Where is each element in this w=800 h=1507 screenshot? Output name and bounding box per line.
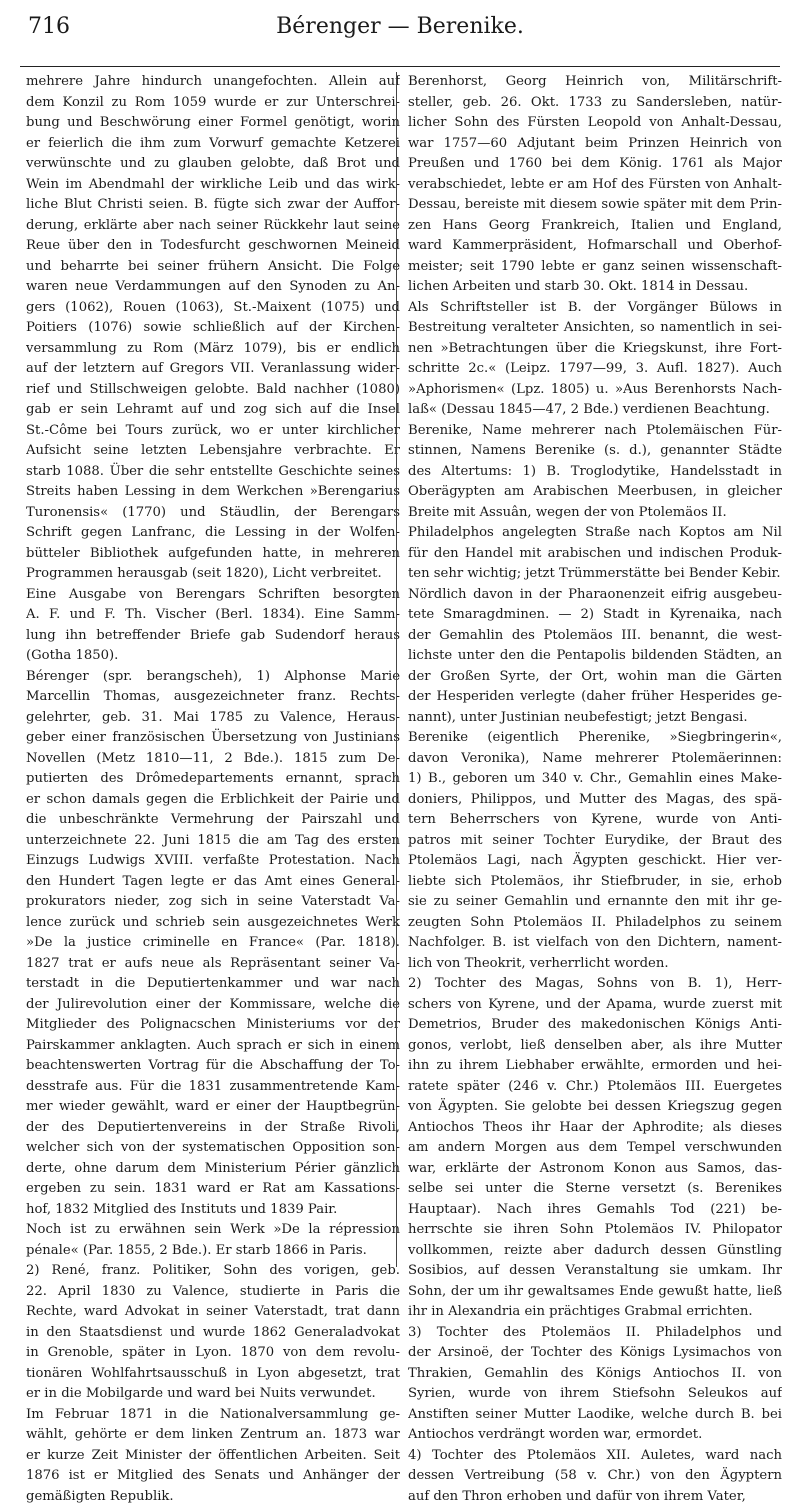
text-line: war, erklärte der Astronom Konon aus Samos, das- [408, 1159, 782, 1180]
text-line: Bérenger (spr. berangscheh), 1) Alphonse Marie [26, 667, 400, 688]
text-line: Sohn, der um ihr gewaltsames Ende gewußt hatte, ließ [408, 1282, 782, 1303]
page-title: Bérenger — Berenike. [20, 14, 780, 39]
text-line: davon Veronika), Name mehrerer Ptolemäerinnen: [408, 749, 782, 770]
text-line: 2) René, franz. Politiker, Sohn des vorigen, geb. [26, 1261, 400, 1282]
text-line: sie zu seiner Gemahlin und ernannte den mit ihr ge- [408, 892, 782, 913]
text-line: ward Kammerpräsident, Hofmarschall und Oberhof- [408, 236, 782, 257]
text-line: Bestreitung veralteter Ansichten, so namentlich in sei- [408, 318, 782, 339]
text-line: tern Beherrschers von Kyrene, wurde von Anti- [408, 810, 782, 831]
text-line: die unbeschränkte Vermehrung der Pairszahl und [26, 810, 400, 831]
text-line: patros mit seiner Tochter Eurydike, der Braut des [408, 831, 782, 852]
text-line: verwünschte und zu glauben gelobte, daß Brot und [26, 154, 400, 175]
text-line: ergeben zu sein. 1831 ward er Rat am Kassations- [26, 1179, 400, 1200]
text-line: meister; seit 1790 lebte er ganz seinen wissenschaft- [408, 257, 782, 278]
text-line: Schrift gegen Lanfranc, die Lessing in der Wolfen- [26, 523, 400, 544]
text-line: »Aphorismen« (Lpz. 1805) u. »Aus Berenhorsts Nach- [408, 380, 782, 401]
text-line: auf der letztern auf Gregors VII. Veranlassung wider- [26, 359, 400, 380]
text-line: mehrere Jahre hindurch unangefochten. Allein auf [26, 72, 400, 93]
text-line: ratete später (246 v. Chr.) Ptolemäos III. Euergetes [408, 1077, 782, 1098]
text-line: zen Hans Georg Frankreich, Italien und England, [408, 216, 782, 237]
text-line: er in die Mobilgarde und ward bei Nuits verwundet. [26, 1384, 400, 1405]
text-line: Marcellin Thomas, ausgezeichneter franz. Rechts- [26, 687, 400, 708]
text-line: liche Blut Christi seien. B. fügte sich zwar der Auffor- [26, 195, 400, 216]
text-line: Pairskammer anklagten. Auch sprach er sich in einem [26, 1036, 400, 1057]
text-line: Poitiers (1076) sowie schließlich auf der Kirchen- [26, 318, 400, 339]
text-line: Mitglieder des Polignacschen Ministeriums vor der [26, 1015, 400, 1036]
column-divider [396, 72, 397, 1267]
text-line: nen »Betrachtungen über die Kriegskunst, ihre Fort- [408, 339, 782, 360]
text-line: Rechte, ward Advokat in seiner Vaterstadt, trat dann [26, 1302, 400, 1323]
text-line: derung, erklärte aber nach seiner Rückkehr laut seine [26, 216, 400, 237]
text-line: Eine Ausgabe von Berengars Schriften besorgten [26, 585, 400, 606]
text-line: liebte sich Ptolemäos, ihr Stiefbruder, in sie, erhob [408, 872, 782, 893]
text-line: 4) Tochter des Ptolemäos XII. Auletes, ward nach [408, 1446, 782, 1467]
text-line: gers (1062), Rouen (1063), St.-Maixent (1075) und [26, 298, 400, 319]
text-line: 1) B., geboren um 340 v. Chr., Gemahlin eines Make- [408, 769, 782, 790]
left-column [26, 72, 400, 1507]
text-line: desstrafe aus. Für die 1831 zusammentretende Kam- [26, 1077, 400, 1098]
text-line: Als Schriftsteller ist B. der Vorgänger Bülows in [408, 298, 782, 319]
text-line: 22. April 1830 zu Valence, studierte in Paris die [26, 1282, 400, 1303]
text-line: Nachfolger. B. ist vielfach von den Dichtern, nament- [408, 933, 782, 954]
text-line: terstadt in die Deputiertenkammer und war nach [26, 974, 400, 995]
text-line: Programmen herausgab (seit 1820), Licht verbreitet. [26, 564, 400, 585]
text-line: der Hesperiden verlegte (daher früher Hesperides ge- [408, 687, 782, 708]
text-line: gab er sein Lehramt auf und zog sich auf die Insel [26, 400, 400, 421]
text-line: Preußen und 1760 bei dem König. 1761 als Major [408, 154, 782, 175]
text-line: wählt, gehörte er dem linken Zentrum an. 1873 war [26, 1425, 400, 1446]
text-line: schritte 2c.« (Leipz. 1797—99, 3. Aufl. 1827). Auch [408, 359, 782, 380]
text-line: derte, ohne darum dem Ministerium Périer gänzlich [26, 1159, 400, 1180]
text-line: Im Februar 1871 in die Nationalversammlung ge- [26, 1405, 400, 1426]
text-line: unterzeichnete 22. Juni 1815 die am Tag des ersten [26, 831, 400, 852]
text-line: der Arsinoë, der Tochter des Königs Lysimachos von [408, 1343, 782, 1364]
text-line: am andern Morgen aus dem Tempel verschwunden [408, 1138, 782, 1159]
text-line: von Ägypten. Sie gelobte bei dessen Kriegszug gegen [408, 1097, 782, 1118]
text-line: 2) Tochter des Magas, Sohns von B. 1), Herr- [408, 974, 782, 995]
text-line: Antiochos verdrängt worden war, ermordet. [408, 1425, 782, 1446]
text-line: zeugten Sohn Ptolemäos II. Philadelphos zu seinem [408, 913, 782, 934]
header-rule [20, 66, 780, 67]
text-line: »De la justice criminelle en France« (Par. 1818). [26, 933, 400, 954]
text-line: A. F. und F. Th. Vischer (Berl. 1834). Eine Samm- [26, 605, 400, 626]
right-column [408, 72, 782, 1507]
text-line: Turonensis« (1770) und Stäudlin, der Berengars [26, 503, 400, 524]
text-line: bütteler Bibliothek aufgefunden hatte, in mehreren [26, 544, 400, 565]
text-line: Novellen (Metz 1810—11, 2 Bde.). 1815 zum De- [26, 749, 400, 770]
page-header [20, 12, 780, 46]
text-line: herrschte sie ihren Sohn Ptolemäos IV. Philopator [408, 1220, 782, 1241]
text-line: in Grenoble, später in Lyon. 1870 von dem revolu- [26, 1343, 400, 1364]
text-line: beachtenswerten Vortrag für die Abschaffung der To- [26, 1056, 400, 1077]
text-line: Einzugs Ludwigs XVIII. verfaßte Protestation. Nach [26, 851, 400, 872]
text-line: rief und Stillschweigen gelobte. Bald nachher (1080) [26, 380, 400, 401]
text-line: Streits haben Lessing in dem Werkchen »Berengarius [26, 482, 400, 503]
text-line: lence zurück und schrieb sein ausgezeichnetes Werk [26, 913, 400, 934]
page-number: 716 [28, 14, 70, 39]
text-line: selbe sei unter die Sterne versetzt (s. Berenikes [408, 1179, 782, 1200]
text-line: stinnen, Namens Berenike (s. d.), genannter Städte [408, 441, 782, 462]
text-line: geber einer französischen Übersetzung von Justinians [26, 728, 400, 749]
text-line: gelehrter, geb. 31. Mai 1785 zu Valence, Heraus- [26, 708, 400, 729]
text-line: ihr in Alexandria ein prächtiges Grabmal errichten. [408, 1302, 782, 1323]
text-line: der Großen Syrte, der Ort, wohin man die Gärten [408, 667, 782, 688]
text-line: war 1757—60 Adjutant beim Prinzen Heinrich von [408, 134, 782, 155]
text-line: starb 1088. Über die sehr entstellte Geschichte seines [26, 462, 400, 483]
text-line: prokurators nieder, zog sich in seine Vaterstadt Va- [26, 892, 400, 913]
text-line: Ptolemäos Lagi, nach Ägypten geschickt. Hier ver- [408, 851, 782, 872]
text-line: pénale« (Par. 1855, 2 Bde.). Er starb 1866 in Paris. [26, 1241, 400, 1262]
text-line: versammlung zu Rom (März 1079), bis er endlich [26, 339, 400, 360]
text-line: und beharrte bei seiner frühern Ansicht. Die Folge [26, 257, 400, 278]
text-line: Anstiften seiner Mutter Laodike, welche durch B. bei [408, 1405, 782, 1426]
text-line: er feierlich die ihm zum Vorwurf gemachte Ketzerei [26, 134, 400, 155]
text-line: Thrakien, Gemahlin des Königs Antiochos II. von [408, 1364, 782, 1385]
text-line: laß« (Dessau 1845—47, 2 Bde.) verdienen Beachtung. [408, 400, 782, 421]
text-line: Berenhorst, Georg Heinrich von, Militärschrift- [408, 72, 782, 93]
text-line: er schon damals gegen die Erblichkeit der Pairie und [26, 790, 400, 811]
text-line: schers von Kyrene, und der Apama, wurde zuerst mit [408, 995, 782, 1016]
text-line: Antiochos Theos ihr Haar der Aphrodite; als dieses [408, 1118, 782, 1139]
text-line: Noch ist zu erwähnen sein Werk »De la répression [26, 1220, 400, 1241]
text-line: Demetrios, Bruder des makedonischen Königs Anti- [408, 1015, 782, 1036]
text-line: lichste unter den die Pentapolis bildenden Städten, an [408, 646, 782, 667]
text-line: Breite mit Assuân, wegen der von Ptolemäos II. [408, 503, 782, 524]
text-line: 1827 trat er aufs neue als Repräsentant seiner Va- [26, 954, 400, 975]
text-line: tionären Wohlfahrtsausschuß in Lyon abgesetzt, trat [26, 1364, 400, 1385]
text-line: Dessau, bereiste mit diesem sowie später mit dem Prin- [408, 195, 782, 216]
text-line: Aufsicht seine letzten Lebensjahre verbrachte. Er [26, 441, 400, 462]
text-line: gemäßigten Republik. [26, 1487, 400, 1507]
text-line: nannt), unter Justinian neubefestigt; jetzt Bengasi. [408, 708, 782, 729]
text-line: lichen Arbeiten und starb 30. Okt. 1814 in Dessau. [408, 277, 782, 298]
text-line: 3) Tochter des Ptolemäos II. Philadelphos und [408, 1323, 782, 1344]
text-line: Hauptaar). Nach ihres Gemahls Tod (221) be- [408, 1200, 782, 1221]
text-line: waren neue Verdammungen auf den Synoden zu An- [26, 277, 400, 298]
text-line: Syrien, wurde von ihrem Stiefsohn Seleukos auf [408, 1384, 782, 1405]
text-line: Reue über den in Todesfurcht geschwornen Meineid [26, 236, 400, 257]
text-line: für den Handel mit arabischen und indischen Produk- [408, 544, 782, 565]
text-line: Berenike (eigentlich Pherenike, »Siegbringerin«, [408, 728, 782, 749]
text-line: licher Sohn des Fürsten Leopold von Anhalt-Dessau, [408, 113, 782, 134]
text-line: hof, 1832 Mitglied des Instituts und 1839 Pair. [26, 1200, 400, 1221]
text-line: verabschiedet, lebte er am Hof des Fürsten von Anhalt- [408, 175, 782, 196]
text-line: bung und Beschwörung einer Formel genötigt, worin [26, 113, 400, 134]
text-line: doniers, Philippos, und Mutter des Magas, des spä- [408, 790, 782, 811]
text-line: ihn zu ihrem Liebhaber erwählte, ermorden und hei- [408, 1056, 782, 1077]
text-line: Philadelphos angelegten Straße nach Koptos am Nil [408, 523, 782, 544]
text-line: Berenike, Name mehrerer nach Ptolemäischen Für- [408, 421, 782, 442]
text-line: welcher sich von der systematischen Opposition son- [26, 1138, 400, 1159]
text-line: ten sehr wichtig; jetzt Trümmerstätte bei Bender Kebir. [408, 564, 782, 585]
text-line: St.-Côme bei Tours zurück, wo er unter kirchlicher [26, 421, 400, 442]
text-line: er kurze Zeit Minister der öffentlichen Arbeiten. Seit [26, 1446, 400, 1467]
text-line: den Hundert Tagen legte er das Amt eines General- [26, 872, 400, 893]
text-line: Oberägypten am Arabischen Meerbusen, in gleicher [408, 482, 782, 503]
text-line: der Gemahlin des Ptolemäos III. benannt, die west- [408, 626, 782, 647]
text-line: Wein im Abendmahl der wirkliche Leib und das wirk- [26, 175, 400, 196]
text-line: dessen Vertreibung (58 v. Chr.) von den Ägyptern [408, 1466, 782, 1487]
text-line: gonos, verlobt, ließ denselben aber, als ihre Mutter [408, 1036, 782, 1057]
text-line: des Altertums: 1) B. Troglodytike, Handelsstadt in [408, 462, 782, 483]
text-line: 1876 ist er Mitglied des Senats und Anhänger der [26, 1466, 400, 1487]
text-line: auf den Thron erhoben und dafür von ihrem Vater, [408, 1487, 782, 1507]
text-line: dem Konzil zu Rom 1059 wurde er zur Unterschrei- [26, 93, 400, 114]
text-line: steller, geb. 26. Okt. 1733 zu Sandersleben, natür- [408, 93, 782, 114]
text-line: Sosibios, auf dessen Veranstaltung sie umkam. Ihr [408, 1261, 782, 1282]
text-line: der Julirevolution einer der Kommissare, welche die [26, 995, 400, 1016]
text-line: der des Deputiertenvereins in der Straße Rivoli, [26, 1118, 400, 1139]
text-line: in den Staatsdienst und wurde 1862 Generaladvokat [26, 1323, 400, 1344]
text-line: vollkommen, reizte aber dadurch dessen Günstling [408, 1241, 782, 1262]
text-line: lung ihn betreffender Briefe gab Sudendorf heraus [26, 626, 400, 647]
text-line: mer wieder gewählt, ward er einer der Hauptbegrün- [26, 1097, 400, 1118]
text-line: (Gotha 1850). [26, 646, 400, 667]
text-line: tete Smaragdminen. — 2) Stadt in Kyrenaika, nach [408, 605, 782, 626]
text-line: putierten des Drômedepartements ernannt, sprach [26, 769, 400, 790]
text-line: Nördlich davon in der Pharaonenzeit eifrig ausgebeu- [408, 585, 782, 606]
text-line: lich von Theokrit, verherrlicht worden. [408, 954, 782, 975]
